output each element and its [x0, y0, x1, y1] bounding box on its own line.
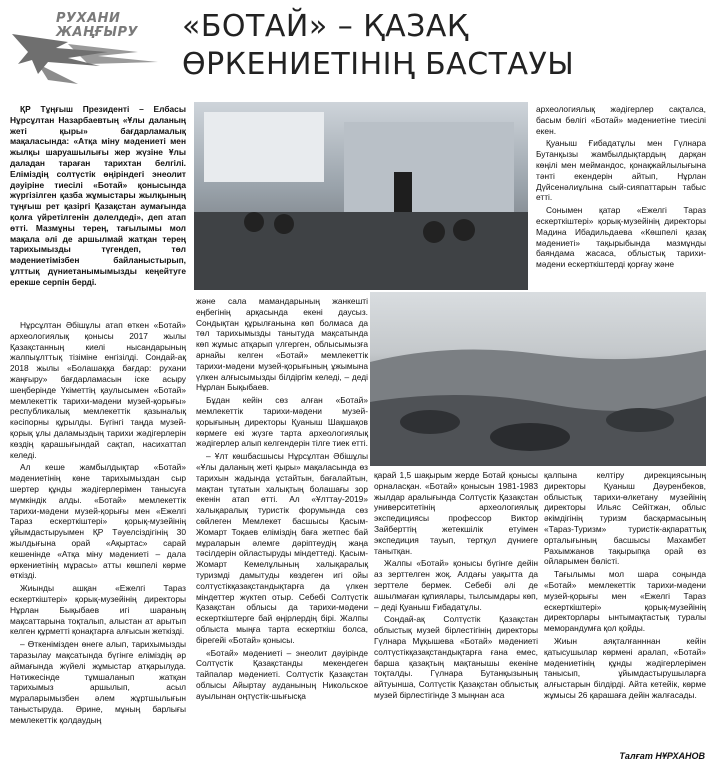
col3-paragraph: Сондай-ақ Солтүстік Қазақстан облыстық музей бірлестігінің директоры Гүлнара Мұқышева «Ботай» мәдениеті солтүстікқазақстандықтарға ғана емес, барша қазақтың мақтанышы екеніне тоқталды. Гүлнара Бутанқызының айтуынша, Солтүстік Қазақстан облыстық музей бірлестігінде 3 мыңнан аса — [374, 614, 538, 700]
column-3 — [374, 470, 538, 703]
col4-paragraph: Сонымен қатар «Ежелгі Тараз ескерткіштері» қорық-музейінің директоры Мадина Ибадильдаева «Көшпелі қазақ мәдениеті» тақырыбында мазмұнды баяндама жасаса, облыстық тарихи-мәдени ескерткіштерді қорғау және — [536, 205, 706, 270]
col3-paragraph: қарай 1,5 шақырым жерде Ботай қонысы орналасқан. «Ботай» қонысын 1981-1983 жылдар аралығында Солтүстік Қазақстан университетінің археологиялық экспедициясы профессор Виктор Зайберттің жетекшілік етуімен экспедиция тауып, тертқул дүниеге танытқан. — [374, 470, 538, 556]
col4-paragraph: Тағылымы мол шара соңында «Ботай» мемлекеттік тарихи-мәдени музей-қорығы мен «Ежелгі Тараз ескерткіштері» қорық-музейінің директорлары ынтымақтастық туралы меморандумға қол қойды. — [544, 569, 706, 634]
col1-paragraph: Нұрсұлтан Әбішұлы атап өткен «Ботай» археологиялық қонысы 2017 жылы Қазақстанның киелі нысандарының жалпыұлттық тізіміне енгізілді. Сондай-ақ 2018 жылы «Болашаққа бағдар: рухани жаңғыру» бағдарламасын іске асыру шеңберінде Үкіметтің қаулысымен «Ботай» мемлекеттік тарихи-мәдени музей-қорығы» республикалық мемлекеттік қазыналық кәсіпорны құрылды. Бүгінгі таңда музей-қорық ұлы даламыздың тарихи жәдігерлерін көздің қарашығындай сақтап, насихаттап келеді. — [10, 320, 186, 460]
lead-paragraph — [10, 104, 186, 290]
col2-paragraph: Бұдан кейін сөз алған «Ботай» мемлекеттік тарихи-мәдени музей-қорығының директоры Қуаныш Шақшақов көрмеге екі жүзге тарта археологиялық жәдігерлер алып келгендерін тілге тиек етті. — [196, 395, 368, 449]
rubric-title: РУХАНИ ЖАҢҒЫРУ — [56, 11, 139, 40]
col4-paragraph: археологиялық жәдігерлер сақталса, басым бөлігі «Ботай» мәдениетіне тиесілі екен. — [536, 104, 706, 136]
col2-paragraph: және сала мамандарының жанкешті еңбегінің арқасында екені даусыз. Сондықтан құрылғанына көп болмаса да төл тарихымызды танытуда мақсатында көп жұмыс атқарып үлгерген, облысымызға арнайы келген «Ботай» мемлекеттік тарихи-мәдени музей-қорығының ұжымына үлкен алғысымызды білдіргім келеді, – деді Нұрлан Бықыбаев. — [196, 296, 368, 393]
column-4 — [544, 470, 706, 703]
column-1 — [10, 320, 186, 727]
byline: Талғат НҰРХАНОВ — [619, 751, 705, 761]
col4-paragraph: Жиын аяқталғанннан кейін қатысушылар көрмені аралап, «Ботай» мәдениетінің құнды жәдігерлерімен танысып, ұйымдастырушыларға алғыстарын білдірді. Айта кетейік, көрме жұмысы 26 қарашаға дейін жалғасады. — [544, 635, 706, 700]
lead-text: ҚР Тұңғыш Президенті – Елбасы Нұрсұлтан Назарбаевтың «Ұлы даланың жеті қыры» бағдарламалық мақаласында: «Атқа міну мәдениеті мен жылқы шаруашылығы жер жүзіне Ұлы даладан тараған тарихтан белгілі. Еліміздің солтүстік өңіріндегі энеолит дәуіріне тиесілі «Ботай» қонысында жүргізілген қазба жұмыстары жылқының тұңғыш рет қазіргі Қазақстан аумағында қолға үйретілгенін дәлелдеді», деп атап өтті. Мазмұны терең, тағылымы мол мақала әлі де аршылмай жатқан терең тарихымызды түгендеп, төл мәдениетімізбен байланыстырып, ұлттық дүниетанымымызды кеңейтуге ерекше серпін берді. — [10, 104, 186, 287]
col2-paragraph: «Ботай» мәдениеті – энеолит дәуірінде Солтүстік Қазақстанды мекендеген тайпалар мәдениеті. Солтүстік Қазақстан облысы Айыртау ауданының Никольское ауылынан оңтүстік-шығысқа — [196, 647, 368, 701]
column-2 — [196, 296, 368, 703]
col1-paragraph: – Өткенімізден өнеге алып, тарихымызды таразылау мақсатында бүгінге еліміздің әр аймағында жүйелі жұмыстар атқарылуда. Нәтижесінде тұмшаланып жатқан тарихымыз аршылып, асыл мұраларымызбен әлем жұртшылығын таныстыруда. Әрине, мұның барлығы мемлекеттік қолдаудың — [10, 639, 186, 725]
landscape-photo — [370, 292, 706, 466]
col1-paragraph: Ал кеше жамбылдықтар «Ботай» мәдениетінің көне тарихымыздан сыр шертер құнды жәдігерлерімен танысуға мүмкіндік алды. «Ботай» мемлекеттік тарихи-мәдени музей-қорығы мен «Ежелгі Тараз ескерткіштері» қорық-музейінің ұйымдастыруымен ҚР Тәуелсіздігінің 30 жылдығына орай «Ақыртас» сарай кешенінде «Атқа міну мәдениеті – дала өркениетінің мұрасы» атты көшпелі көрме өткізді. — [10, 462, 186, 581]
col1-paragraph: Жиынды ашқан «Ежелгі Тараз ескерткіштері» қорық-музейінің директоры Нұрлан Бықыбаев игі шараның мақсаттарына тоқталып, алыстан ат арытып келген құрметті қонақтарға алғысын жеткізді. — [10, 583, 186, 637]
col4-paragraph: қалпына келтіру дирекциясының директоры Қуаныш Дәуренбеков, облыстық тарихи-өлкетану музейінің директоры Ильяс Сейітжан, облыс әкімдігінің туризм басқармасының «Тараз-Туризм» туристік-ақпараттық орталығының басшысы Махамбет Рахымжанов тақырыпқа орай өз ойларымен бөлісті. — [544, 470, 706, 567]
col4-paragraph: Қуаныш Ғибадатұлы мен Гүлнара Бутанқызы жамбылдықтардың дарқан көңілі мен меймандос, қонақжайлылығына тәнті екендерін айтып, Нұрлан Дүйсенәлиұлына сый-сияпаттарын табыс етті. — [536, 138, 706, 203]
rubric-logo — [8, 4, 178, 96]
headline: «БОТАЙ» – ҚАЗАҚ ӨРКЕНИЕТІНІҢ БАСТАУЫ — [182, 9, 575, 82]
event-photo — [194, 102, 528, 290]
col3-paragraph: Жалпы «Ботай» қонысы бүгінге дейін аз зерттелген жоқ. Алдағы уақытта да зерттеле бермек. Себебі әлі де ашылмаған құпиялары, тылсымдары көп, – деді Қуаныш Ғибадатұлы. — [374, 558, 538, 612]
col2-paragraph: – Ұлт көшбасшысы Нұрсұлтан Әбішұлы «Ұлы даланың жеті қыры» мақаласында өз тарихын жадында ұстайтын, бағалайтын, мақтан тұтатын халықтың болашағы зор екенін атап өтті. Ал «Ұлттау-2019» халықаралық туристік форумында сөз сөйлеген Мемлекет басшысы Қасым-Жомарт Тоқаев еліміздің бағa жетпес бай мұраларын әлемге дәріптеудің жаңа тәсілдерін ойластыруды міндеттеді. Қасым-Жомарт Кемелұлының халықаралық туризмді дамытуды көздеген игі ойы солтүстікқазақстандықтарға да үлкен міндеттер жүктеп отыр. Себебі Солтүстік Қазақстан облысы да тарихи-мәдени ескерткіштерге бай өңірлердің бірі. Жалпы облыста мыңға тарта ескерткіш болса, бірегейі «Ботай» қонысы. — [196, 451, 368, 645]
column-4-top — [536, 104, 706, 272]
